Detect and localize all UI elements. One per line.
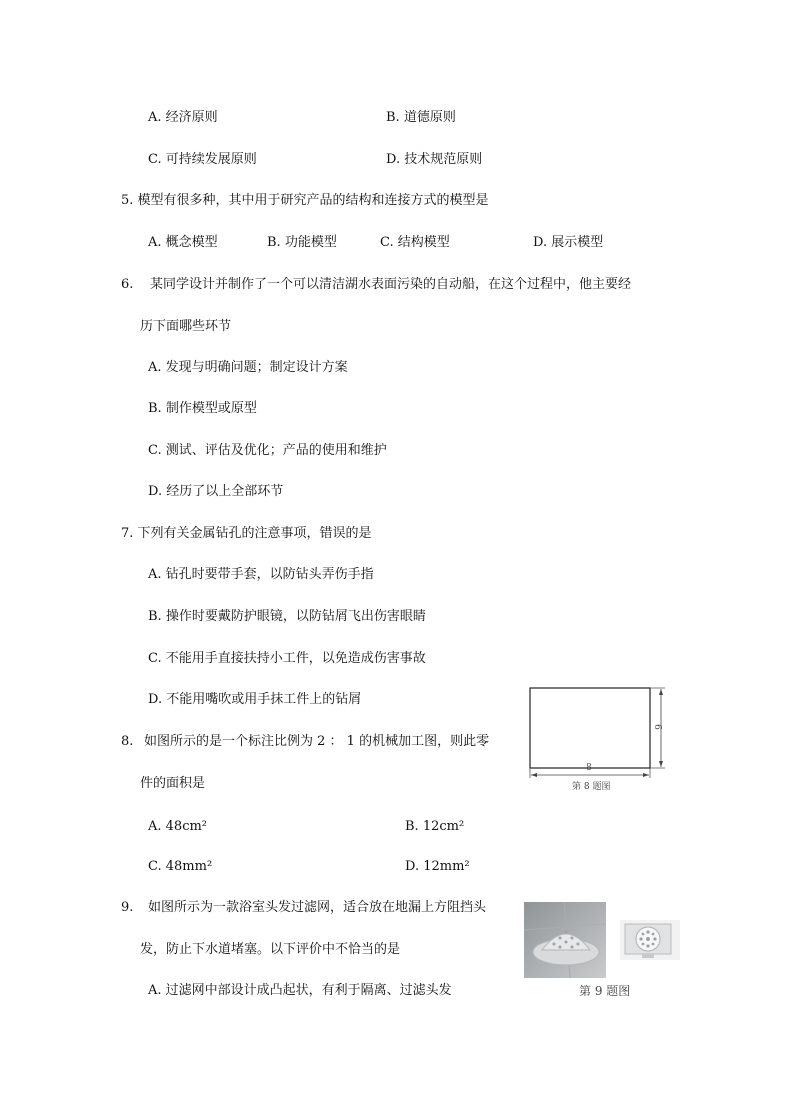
q7-option-c: C. 不能用手直接扶持小工件，以免造成伤害事故 [148,651,426,666]
q8-stem-line1: 如图所示的是一个标注比例为 2 ： 1 的机械加工图，则此零 [144,734,490,749]
q5-option-a: A. 概念模型 [148,235,218,250]
q7-option-b: B. 操作时要戴防护眼镜，以防钻屑飞出伤害眼睛 [148,609,426,624]
q8-width-label: 8 [586,763,592,773]
q8-option-a: A. 48cm² [148,819,208,834]
q4-option-d: D. 技术规范原则 [386,152,483,167]
q9-figure-caption: 第 9 题图 [579,984,631,998]
q8-stem-line2: 件的面积是 [140,776,206,791]
q9-stem-line1: 如图所示为一款浴室头发过滤网，适合放在地漏上方阻挡头 [148,900,487,915]
q9-number: 9. [121,900,134,915]
q7-stem: 7. 下列有关金属钻孔的注意事项，错误的是 [121,526,372,541]
q5-option-b: B. 功能模型 [267,235,337,250]
q6-stem-line2: 历下面哪些环节 [140,319,232,334]
q4-option-c: C. 可持续发展原则 [148,152,257,167]
q9-option-a: A. 过滤网中部设计成凸起状，有利于隔离、过滤头发 [148,983,452,998]
q9-figure [524,900,694,1000]
q8-drawing [527,686,667,794]
q8-option-d: D. 12mm² [405,859,470,874]
q5-stem: 5. 模型有很多种，其中用于研究产品的结构和连接方式的模型是 [121,193,489,208]
q4-option-b: B. 道德原则 [386,110,456,125]
q4-option-a: A. 经济原则 [148,110,218,125]
q7-option-a: A. 钻孔时要带手套，以防钻头弄伤手指 [148,567,374,582]
q5-option-c: C. 结构模型 [380,235,450,250]
q6-stem-line1: 某同学设计并制作了一个可以清洁湖水表面污染的自动船，在这个过程中，他主要经 [150,277,632,292]
q6-option-c: C. 测试、评估及优化；产品的使用和维护 [148,443,387,458]
q9-photo [524,900,694,980]
q6-number: 6. [121,277,134,292]
q8-number: 8. [121,734,134,749]
q8-figure [527,686,667,794]
q9-stem-line2: 发，防止下水道堵塞。以下评价中不恰当的是 [140,942,401,957]
q8-height-label: 6 [651,724,662,730]
q8-option-b: B. 12cm² [405,819,465,834]
q7-option-d: D. 不能用嘴吹或用手抹工件上的钻屑 [148,692,362,707]
q6-option-a: A. 发现与明确问题；制定设计方案 [148,360,348,375]
q6-option-b: B. 制作模型或原型 [148,401,257,416]
q5-option-d: D. 展示模型 [533,235,604,250]
q8-figure-caption: 第 8 题图 [572,782,611,792]
q8-option-c: C. 48mm² [148,859,213,874]
q8-part-rectangle [530,688,650,768]
q6-option-d: D. 经历了以上全部环节 [148,484,284,499]
